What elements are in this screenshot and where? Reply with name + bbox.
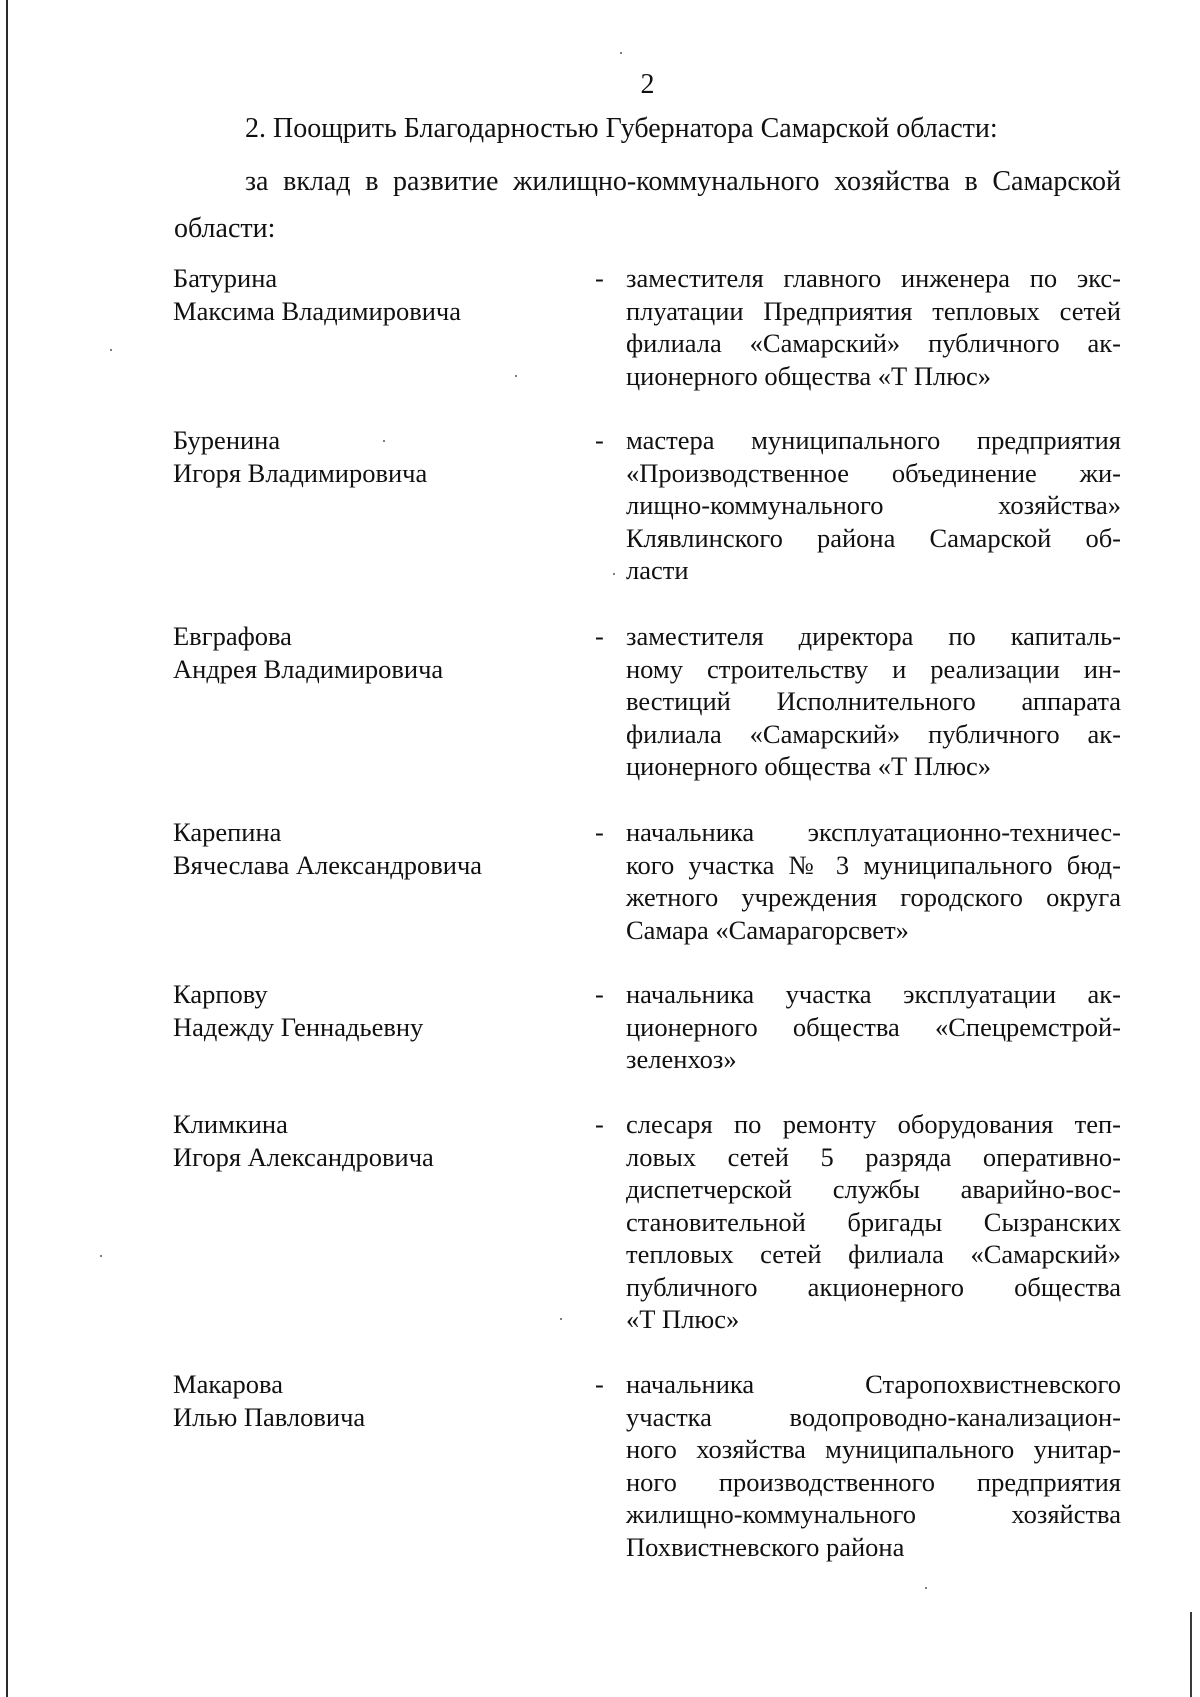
awardee-position-line: заместителя директора по капиталь- [626,621,1121,651]
awardee-name [173,978,593,1043]
awardee-name-line: Евграфова [173,621,292,651]
awardee-name-line: Максима Владимировича [173,295,462,326]
awardee-position-line: плуатации Предприятия тепловых сетей [626,295,1121,326]
awardee-position-line: начальника эксплуатационно-техничес- [626,817,1121,847]
awardee-name-line: Илью Павловича [173,1401,366,1432]
awardee-position-line: филиала «Самарский» публичного ак- [626,328,1121,358]
scan-speck [383,440,385,442]
intro-paragraph: за вклад в развитие жилищно-коммунального хозяйства в Самарской [245,166,1121,197]
awardee-name [173,1108,593,1173]
scan-speck [560,1318,562,1320]
awardee-position-line: диспетчерской службы аварийно-вос- [626,1174,1121,1204]
awardee-position-line: «Производственное объединение жи- [626,457,1121,488]
awardee-position-line: лищно-коммунального хозяйства» [626,490,1121,520]
awardee-position-line: ного производственного предприятия [626,1466,1121,1497]
intro-paragraph-continued: области: [174,213,276,244]
scan-speck [925,1587,927,1589]
scan-left-edge [6,0,8,1697]
awardee-position [626,1368,1121,1563]
section-heading: 2. Поощрить Благодарностью Губернатора Самарской области: [245,113,998,144]
awardee-position-line: начальника Старопохвистневского [626,1369,1121,1399]
awardee-position-line: ционерного общества «Т Плюс» [626,751,992,781]
awardee-position-line: кого участка № 3 муниципального бюд- [626,849,1121,880]
awardee-name [173,424,593,489]
awardee-position-line: ционерного общества «Спецремстрой- [626,1011,1121,1042]
awardee-dash: - [595,1369,604,1399]
awardee-position-line: ловых сетей 5 разряда оперативно- [626,1141,1121,1172]
awardee-position-line: зеленхоз» [626,1044,737,1074]
awardee-position-line: участка водопроводно-канализацион- [626,1401,1121,1432]
awardee-dash: - [595,1109,604,1139]
awardee-position-line: Похвистневского района [626,1531,905,1562]
awardee-position [626,262,1121,392]
scan-right-edge [1190,1612,1192,1697]
awardee-position-line: ного хозяйства муниципального унитар- [626,1434,1121,1464]
awardee-name-line: Вячеслава Александровича [173,849,483,880]
awardee-position [626,620,1121,783]
page-number: 2 [640,69,655,100]
awardee-name-line: Андрея Владимировича [173,653,444,684]
awardee-position-line: слесаря по ремонту оборудования теп- [626,1109,1121,1139]
awardee-dash: - [595,979,604,1009]
awardee-position-line: ному строительству и реализации ин- [626,653,1121,684]
awardee-position-line: филиала «Самарский» публичного ак- [626,718,1121,749]
awardee-name [173,262,593,327]
scan-speck [515,375,517,377]
awardee-position-line: публичного акционерного общества [626,1271,1121,1302]
awardee-name-line: Климкина [173,1109,288,1139]
awardee-position-line: мастера муниципального предприятия [626,425,1121,455]
awardee-dash: - [595,425,604,455]
awardee-position [626,978,1121,1076]
awardee-name-line: Надежду Геннадьевну [173,1011,424,1042]
awardee-position [626,1108,1121,1336]
awardee-name-line: Буренина [173,425,281,455]
awardee-position-line: начальника участка эксплуатации ак- [626,979,1121,1009]
awardee-name-line: Карепина [173,817,282,847]
awardee-position [626,424,1121,587]
awardee-name-line: Игоря Владимировича [173,457,428,488]
awardee-position-line: жилищно-коммунального хозяйства [626,1499,1121,1529]
scan-speck [613,573,615,575]
awardee-position-line: тепловых сетей филиала «Самарский» [626,1239,1121,1269]
awardee-dash: - [595,621,604,651]
scan-speck [620,52,622,54]
awardee-name-line: Игоря Александровича [173,1141,434,1172]
awardee-position-line: «Т Плюс» [626,1304,740,1334]
awardee-name-line: Макарова [173,1369,283,1399]
awardee-position-line: ционерного общества «Т Плюс» [626,360,992,391]
awardee-position-line: становительной бригады Сызранских [626,1206,1121,1237]
awardee-position-line: жетного учреждения городского округа [626,882,1121,912]
awardee-name-line: Батурина [173,263,278,293]
awardee-name [173,620,593,685]
awardee-position-line: ласти [626,555,689,585]
awardee-dash: - [595,817,604,847]
awardee-position-line: вестиций Исполнительного аппарата [626,686,1121,716]
awardee-name-line: Карпову [173,979,268,1009]
scan-speck [100,1255,102,1257]
awardee-name [173,1368,593,1433]
awardee-position-line: Самара «Самарагорсвет» [626,914,909,945]
awardee-position [626,816,1121,946]
awardee-dash: - [595,263,604,293]
scan-speck [110,349,112,351]
awardee-position-line: заместителя главного инженера по экс- [626,263,1121,293]
awardee-position-line: Клявлинского района Самарской об- [626,522,1121,553]
awardee-name [173,816,593,881]
